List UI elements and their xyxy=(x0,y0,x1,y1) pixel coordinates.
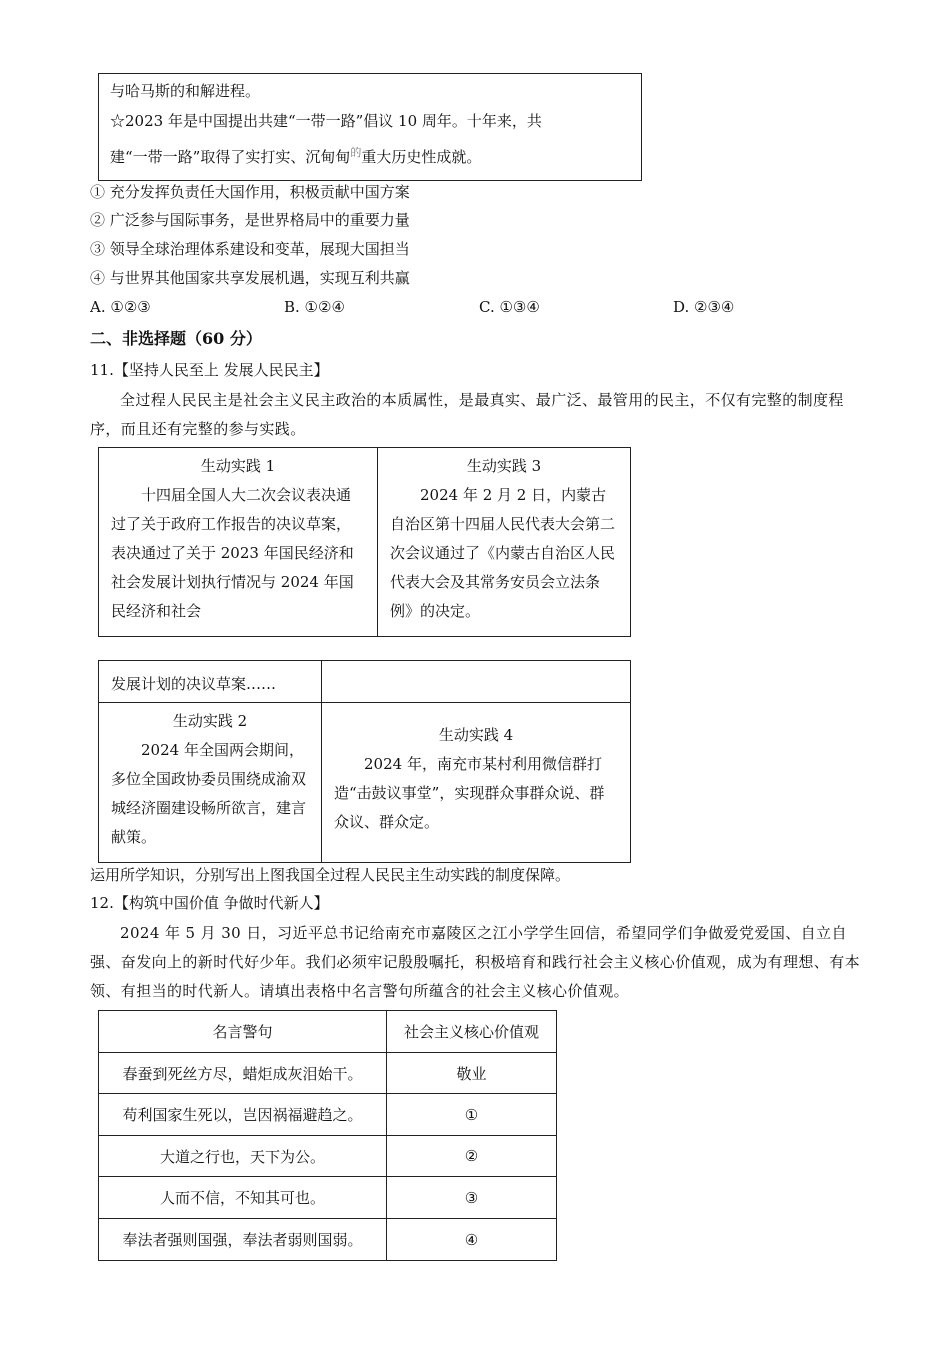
empty-cell xyxy=(322,661,631,703)
quote-box xyxy=(98,73,642,181)
quote-line-3 xyxy=(110,146,481,170)
q11-intro: 全过程人民民主是社会主义民主政治的本质属性，是最真实、最广泛、最管用的民主，不仅有完整的制度程序，而且还有完整的参与实践。 xyxy=(90,391,844,438)
option-1: ① 充分发挥负责任大国作用，积极贡献中国方案 xyxy=(90,183,410,201)
practice-3-title: 生动实践 3 xyxy=(466,457,542,475)
answer-c: C. ①③④ xyxy=(479,298,540,316)
answer-b: B. ①②④ xyxy=(284,298,345,316)
practice-2-title: 生动实践 2 xyxy=(172,712,248,730)
answer-a: A. ①②③ xyxy=(90,298,151,316)
q12-header-value: 社会主义核心价值观 xyxy=(387,1011,557,1053)
option-4: ④ 与世界其他国家共享发展机遇，实现互利共赢 xyxy=(90,269,410,287)
practice-3-text: 2024 年 2 月 2 日，内蒙古自治区第十四届人民代表大会第二次会议通过了《内蒙古自治区人民代表大会及其常务安员会立法条例》的决定。 xyxy=(390,486,616,620)
q11-question: 运用所学知识，分别写出上图我国全过程人民民主生动实践的制度保障。 xyxy=(90,866,571,884)
table-row-value: ④ xyxy=(387,1219,557,1261)
quote-line-1: 与哈马斯的和解进程。 xyxy=(110,82,261,100)
q12-header-quote: 名言警句 xyxy=(99,1011,387,1053)
option-3: ③ 领导全球治理体系建设和变革，展现大国担当 xyxy=(90,240,410,258)
option-2: ② 广泛参与国际事务，是世界格局中的重要力量 xyxy=(90,211,410,229)
practice-4-title: 生动实践 4 xyxy=(438,726,514,744)
practice-2-text: 2024 年全国两会期间，多位全国政协委员围绕成渝双城经济圈建设畅所欲言，建言献策。 xyxy=(111,741,307,846)
watermark-char: 的 xyxy=(350,146,362,159)
table-row-quote: 春蚕到死丝方尽，蜡炬成灰泪始干。 xyxy=(99,1053,387,1094)
quote-line-2: ☆2023 年是中国提出共建“一带一路”倡议 10 周年。十年来，共 xyxy=(110,112,542,130)
quote-line-3a: 建“一带一路”取得了实打实、沉甸甸 xyxy=(110,148,351,166)
table-row-quote: 人而不信，不知其可也。 xyxy=(99,1177,387,1219)
practice-1-title: 生动实践 1 xyxy=(200,457,276,475)
q11-table-bottom xyxy=(98,660,631,863)
practice-2-cell xyxy=(99,703,322,863)
q11-table-top xyxy=(98,447,631,637)
q11-title: 11.【坚持人民至上 发展人民民主】 xyxy=(90,361,329,379)
practice-1-continued xyxy=(99,661,322,703)
practice-1-cell xyxy=(99,448,378,637)
section-title: 二、非选择题（60 分） xyxy=(90,329,262,348)
answer-d: D. ②③④ xyxy=(673,298,735,316)
table-row-value: ③ xyxy=(387,1177,557,1219)
quote-line-3b: 重大历史性成就。 xyxy=(361,148,482,166)
q12-table xyxy=(98,1010,557,1261)
practice-3-cell xyxy=(378,448,631,637)
practice-1-cont-text: 发展计划的决议草案…… xyxy=(111,675,277,693)
table-row-quote: 奉法者强则国强，奉法者弱则国弱。 xyxy=(99,1219,387,1261)
q12-intro: 2024 年 5 月 30 日，习近平总书记给南充市嘉陵区之江小学学生回信，希望同学们争做爱党爱国、自立自强、奋发向上的新时代好少年。我们必须牢记殷殷嘱托，积极培育和践行社会主义核心价值观，成为有理想、有本领、有担当的时代新人。请填出表格中名言警句所蕴含的社会主义核心价值观。 xyxy=(90,924,861,1000)
practice-4-text: 2024 年，南充市某村利用微信群打造“击鼓议事堂”，实现群众事群众说、群众议、群众定。 xyxy=(334,755,605,831)
q12-title: 12.【构筑中国价值 争做时代新人】 xyxy=(90,894,329,912)
table-row-value: ② xyxy=(387,1136,557,1177)
table-row-value: ① xyxy=(387,1094,557,1136)
practice-4-cell xyxy=(322,703,631,863)
practice-1-text: 十四届全国人大二次会议表决通过了关于政府工作报告的决议草案，表决通过了关于 2023 年国民经济和社会发展计划执行情况与 2024 年国民经济和社会 xyxy=(111,486,354,620)
table-row-quote: 大道之行也，天下为公。 xyxy=(99,1136,387,1177)
table-row-quote: 苟利国家生死以，岂因祸福避趋之。 xyxy=(99,1094,387,1136)
table-row-value: 敬业 xyxy=(387,1053,557,1094)
